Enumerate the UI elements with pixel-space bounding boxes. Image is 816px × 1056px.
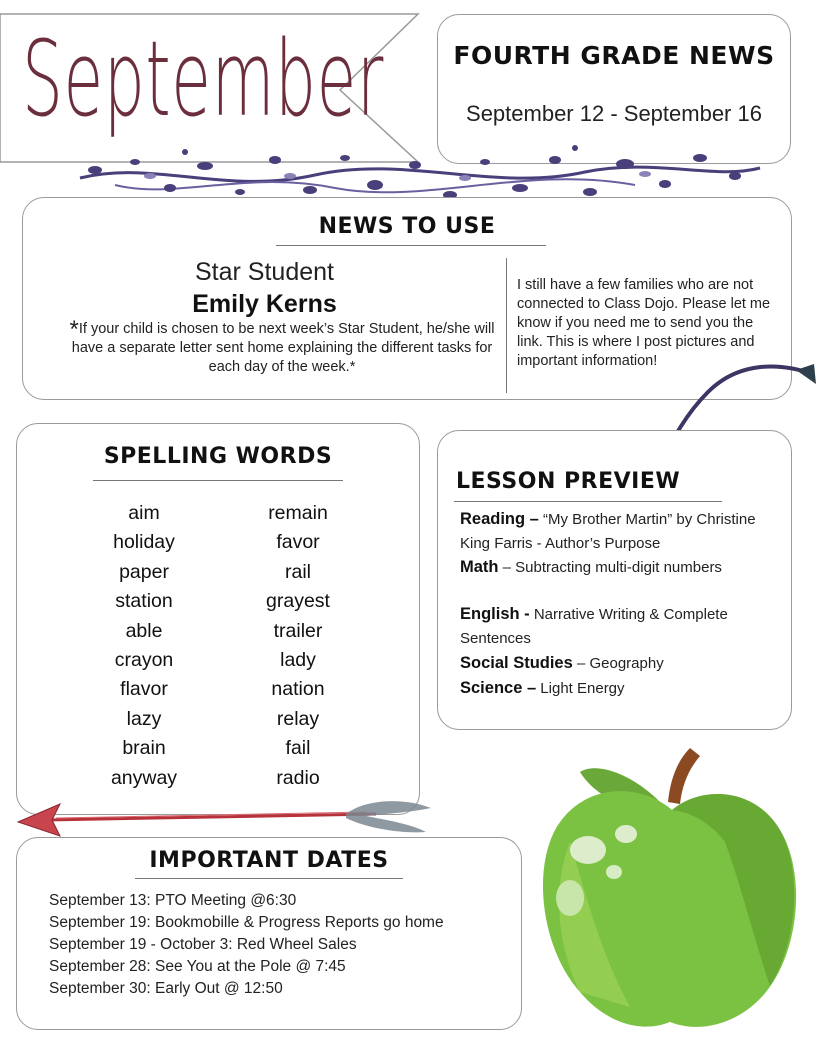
spelling-word: rail: [284, 561, 311, 583]
lesson-box: [437, 430, 792, 730]
spelling-word: favor: [276, 531, 320, 553]
class-dojo-note: I still have a few families who are not connected to Class Dojo. Please let me know if you need me to send you the link. This is where I post pictures and important information!: [517, 277, 771, 369]
lesson-item-science: [460, 676, 780, 701]
dates-title-rule: [135, 878, 403, 879]
lesson-text: – Subtracting multi-digit numbers: [498, 559, 722, 576]
lesson-text: Narrative Writing & Complete Sentences: [460, 606, 728, 647]
spelling-word: radio: [276, 767, 320, 789]
spelling-word: relay: [276, 708, 320, 730]
spelling-word: flavor: [120, 678, 168, 700]
lesson-item-math: [460, 555, 780, 580]
date-item: September 19 - October 3: Red Wheel Sales: [49, 936, 357, 953]
spelling-word: grayest: [266, 590, 330, 612]
dates-box: [16, 837, 522, 1030]
spelling-word: holiday: [113, 531, 175, 553]
lesson-subject: Science –: [460, 679, 537, 697]
lesson-subject: Reading –: [460, 510, 539, 528]
lesson-subject: English -: [460, 605, 530, 623]
star-note-text: If your child is chosen to be next week’s Star Student, he/she will have a separate letter sent home explaining the different tasks for each day of the week.*: [71, 321, 495, 375]
asterisk: *: [69, 316, 79, 343]
star-student-name: Emily Kerns: [192, 290, 337, 318]
spelling-box: [16, 423, 420, 815]
spelling-word: fail: [285, 737, 311, 759]
star-student-label: Star Student: [195, 258, 334, 286]
spelling-word: nation: [271, 678, 325, 700]
spelling-word: paper: [119, 561, 169, 583]
spelling-word: lazy: [126, 708, 162, 730]
news-divider: [506, 258, 507, 393]
news-title: NEWS TO USE: [318, 214, 496, 239]
spelling-word: able: [125, 620, 163, 642]
spelling-word: brain: [122, 737, 166, 759]
spelling-word: anyway: [110, 767, 178, 789]
lesson-title-rule: [454, 501, 722, 502]
lesson-subject: Math: [460, 558, 499, 576]
spelling-title-rule: [93, 480, 343, 481]
month-title: September: [22, 18, 384, 140]
star-student-note: [61, 316, 503, 377]
lesson-text: “My Brother Martin” by Christine King Farris - Author’s Purpose: [460, 511, 756, 552]
apple-illustration: [540, 742, 806, 1042]
lesson-title: LESSON PREVIEW: [456, 469, 681, 494]
spelling-word: trailer: [273, 620, 323, 642]
lesson-text: Light Energy: [536, 680, 625, 697]
news-title-rule: [276, 245, 546, 246]
spelling-title: SPELLING WORDS: [103, 444, 333, 469]
spelling-word: lady: [280, 649, 316, 671]
date-item: September 28: See You at the Pole @ 7:45: [49, 958, 346, 975]
week-dates: September 12 - September 16: [466, 101, 762, 126]
date-item: September 19: Bookmobille & Progress Reports go home: [49, 914, 444, 931]
date-item: September 30: Early Out @ 12:50: [49, 980, 283, 997]
lesson-item-english: [460, 602, 780, 651]
dates-title: IMPORTANT DATES: [149, 848, 389, 873]
spelling-word: station: [115, 590, 173, 612]
spelling-word: remain: [268, 502, 328, 524]
lesson-text: – Geography: [572, 655, 664, 672]
spelling-word: aim: [128, 502, 160, 524]
arrow-left-decoration: [16, 790, 436, 840]
lesson-item-social-studies: [460, 651, 780, 676]
spelling-word: crayon: [114, 649, 174, 671]
newsletter-title: FOURTH GRADE NEWS: [453, 41, 775, 70]
lesson-subject: Social Studies: [460, 654, 573, 672]
lesson-item-reading: [460, 507, 780, 556]
date-item: September 13: PTO Meeting @6:30: [49, 892, 297, 909]
